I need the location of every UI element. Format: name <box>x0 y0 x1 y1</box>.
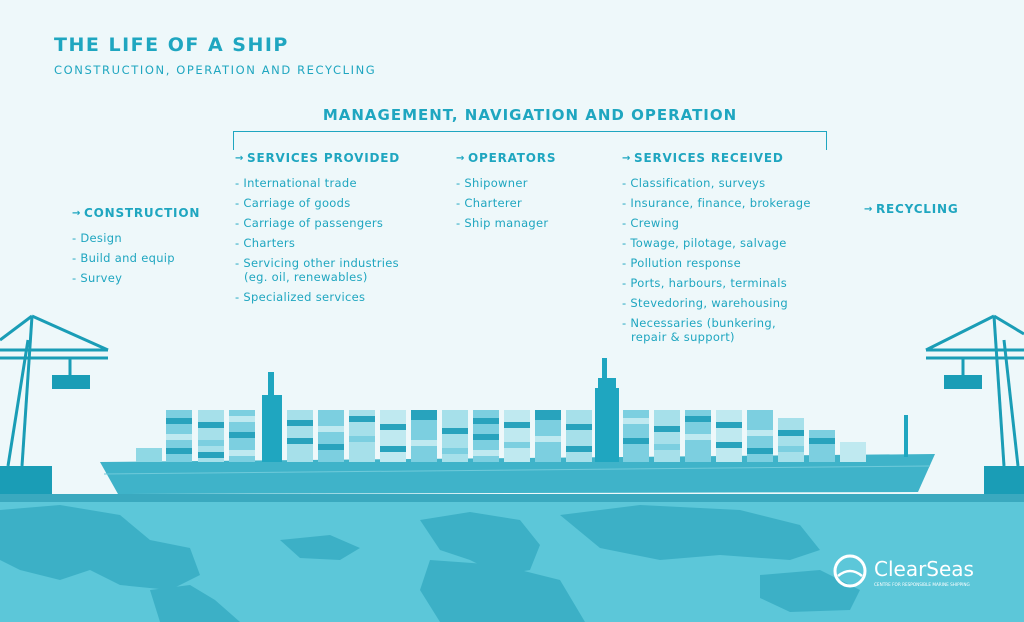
list-item <box>235 256 400 284</box>
operators-heading-label: OPERATORS <box>468 151 557 165</box>
construction-column <box>72 206 200 291</box>
list-item-line1: Servicing other industries <box>243 256 399 270</box>
ocean-horizon <box>0 494 1024 502</box>
list-item: - Charterer <box>456 196 556 210</box>
services-received-list <box>622 176 811 344</box>
arrow-icon: → <box>456 153 466 164</box>
services-provided-heading <box>235 151 400 168</box>
operators-heading <box>456 151 556 168</box>
services-provided-column <box>235 151 400 310</box>
list-item: - Towage, pilotage, salvage <box>622 236 811 250</box>
arrow-icon: → <box>72 208 82 219</box>
list-item: - Crewing <box>622 216 811 230</box>
recycling-heading <box>864 202 959 219</box>
management-bracket <box>233 131 827 150</box>
recycling-column <box>864 202 959 219</box>
container-stacks <box>136 358 908 462</box>
page-title: THE LIFE OF A SHIP <box>54 34 289 56</box>
left-dock <box>0 466 52 494</box>
list-item: - Specialized services <box>235 290 400 304</box>
left-crane-container <box>52 375 90 389</box>
list-item <box>622 316 811 344</box>
services-provided-list <box>235 176 400 304</box>
list-item-line2: repair & support) <box>631 330 735 344</box>
list-item: - Shipowner <box>456 176 556 190</box>
page-subtitle: CONSTRUCTION, OPERATION AND RECYCLING <box>54 63 377 77</box>
arrow-icon: → <box>622 153 632 164</box>
list-item: - Insurance, finance, brokerage <box>622 196 811 210</box>
list-item: - Charters <box>235 236 400 250</box>
services-provided-heading-label: SERVICES PROVIDED <box>247 151 401 165</box>
construction-heading-label: CONSTRUCTION <box>84 206 201 220</box>
list-item: - Ship manager <box>456 216 556 230</box>
list-item: - Pollution response <box>622 256 811 270</box>
list-item: - Carriage of goods <box>235 196 400 210</box>
left-crane <box>0 316 108 466</box>
logo-tagline: CENTRE FOR RESPONSIBLE MARINE SHIPPING <box>874 582 970 587</box>
services-received-heading-label: SERVICES RECEIVED <box>634 151 784 165</box>
list-item-line2: (eg. oil, renewables) <box>244 270 368 284</box>
operators-column <box>456 151 556 236</box>
right-dock <box>984 466 1024 494</box>
list-item: - International trade <box>235 176 400 190</box>
logo-name: ClearSeas <box>874 557 974 581</box>
list-item: - Carriage of passengers <box>235 216 400 230</box>
operators-list <box>456 176 556 230</box>
services-received-heading <box>622 151 811 168</box>
arrow-icon: → <box>235 153 245 164</box>
construction-list <box>72 231 200 285</box>
list-item: - Classification, surveys <box>622 176 811 190</box>
right-crane-container <box>944 375 982 389</box>
list-item: - Survey <box>72 271 200 285</box>
services-received-column <box>622 151 811 350</box>
list-item: - Design <box>72 231 200 245</box>
right-crane <box>926 316 1024 466</box>
construction-heading <box>72 206 200 223</box>
recycling-heading-label: RECYCLING <box>876 202 959 216</box>
list-item: - Stevedoring, warehousing <box>622 296 811 310</box>
arrow-icon: → <box>864 204 874 215</box>
list-item-line1: Necessaries (bunkering, <box>630 316 776 330</box>
list-item: - Build and equip <box>72 251 200 265</box>
list-item: - Ports, harbours, terminals <box>622 276 811 290</box>
management-heading: MANAGEMENT, NAVIGATION AND OPERATION <box>322 106 738 124</box>
